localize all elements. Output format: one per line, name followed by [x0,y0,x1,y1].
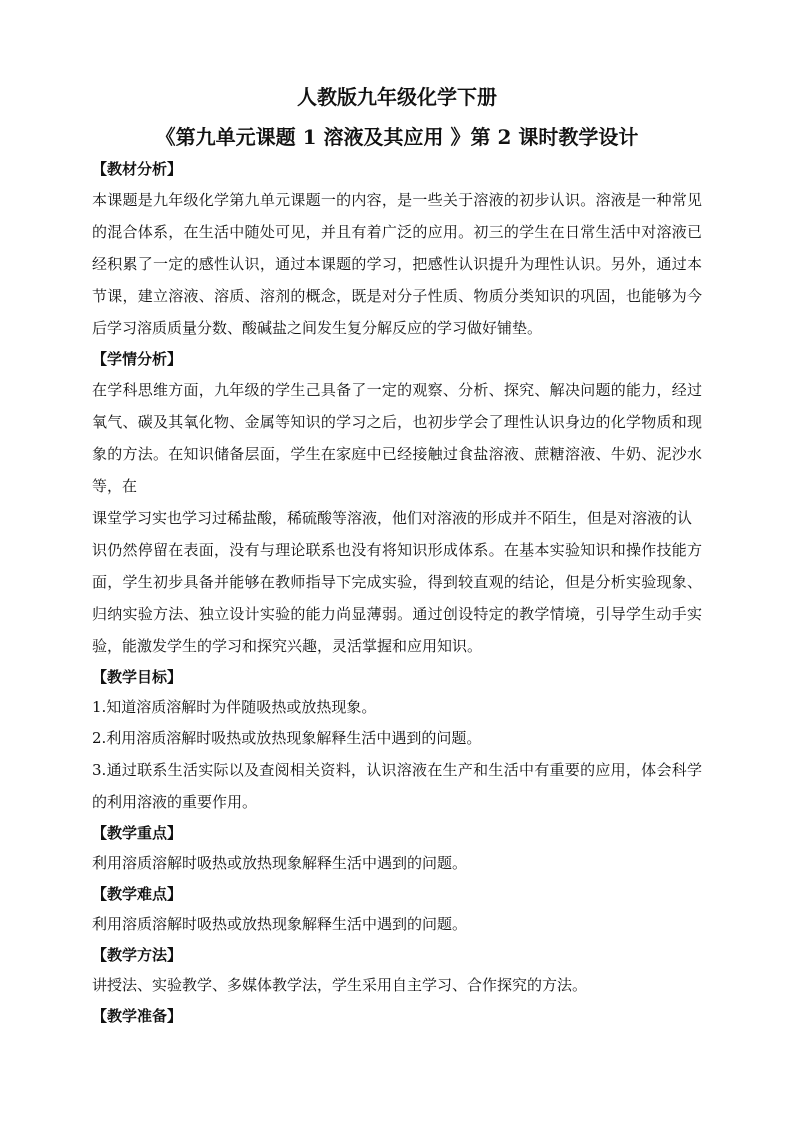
section-teaching-goals [92,662,702,818]
section-teaching-methods [92,940,702,1001]
teaching-goal-item: 1.知道溶质溶解时为伴随吸热或放热现象。 [92,698,377,716]
paragraph-learner-analysis-3: 识仍然停留在表面，没有与理论联系也没有将知识形成体系。在基本实验知识和操作技能方面，学生初步具备并能够在教师指导下完成实验，得到较直观的结论，但是分析实验现象、归纳实验方法、独立设计实验的能力尚显薄弱。通过创设特定的教学情境，引导学生动手实验，能激发学生的学习和探究兴趣，灵活掌握和应用知识。 [92,541,702,655]
paragraph-learner-analysis-1: 在学科思维方面，九年级的学生己具备了一定的观察、分析、探究、解决问题的能力，经过氧气、碳及其氧化物、金属等知识的学习之后，也初步学会了理性认识身边的化学物质和现象的方法。在知识储备层面，学生在家庭中已经接触过食盐溶液、蔗糖溶液、牛奶、泥沙水等，在 [92,381,702,495]
document-title: 人教版九年级化学下册 [297,85,497,109]
section-heading-teaching-methods: 【教学方法】 [92,946,183,964]
section-difficult-points [92,879,702,940]
paragraph-textbook-analysis: 本课题是九年级化学第九单元课题一的内容，是一些关于溶液的初步认识。溶液是一种常见的混合体系，在生活中随处可见，并且有着广泛的应用。初三的学生在日常生活中对溶液已经积累了一定的感性认识，通过本课题的学习，把感性认识提升为理性认识。另外，通过本节课，建立溶液、溶质、溶剂的概念，既是对分子性质、物质分类知识的巩固，也能够为今后学习溶质质量分数、酸碱盐之间发生复分解反应的学习做好铺垫。 [92,191,702,337]
key-points-text: 利用溶质溶解时吸热或放热现象解释生活中遇到的问题。 [92,854,468,872]
section-heading-textbook-analysis: 【教材分析】 [92,160,183,178]
section-teaching-preparation [92,1001,702,1031]
section-textbook-analysis [92,154,702,344]
section-key-points [92,818,702,879]
teaching-goal-item: 3.通过联系生活实际以及查阅相关资料，认识溶液在生产和生活中有重要的应用，体会科学的利用溶液的重要作用。 [92,761,702,811]
paragraph-learner-analysis-2: 课堂学习实也学习过稀盐酸，稀硫酸等溶液，他们对溶液的形成并不陌生，但是对溶液的认 [92,509,693,527]
document-subtitle: 《第九单元课题 1 溶液及其应用 》第 2 课时教学设计 [155,125,639,149]
section-learner-analysis [92,344,702,662]
section-heading-key-points: 【教学重点】 [92,824,183,842]
teaching-methods-text: 讲授法、实验教学、多媒体教学法，学生采用自主学习、合作探究的方法。 [92,976,588,994]
section-heading-difficult-points: 【教学难点】 [92,885,183,903]
teaching-goal-item: 2.利用溶质溶解时吸热或放热现象解释生活中遇到的问题。 [92,729,482,747]
difficult-points-text: 利用溶质溶解时吸热或放热现象解释生活中遇到的问题。 [92,915,468,933]
section-heading-teaching-goals: 【教学目标】 [92,668,183,686]
section-heading-learner-analysis: 【学情分析】 [92,350,183,368]
section-heading-teaching-preparation: 【教学准备】 [92,1007,183,1025]
